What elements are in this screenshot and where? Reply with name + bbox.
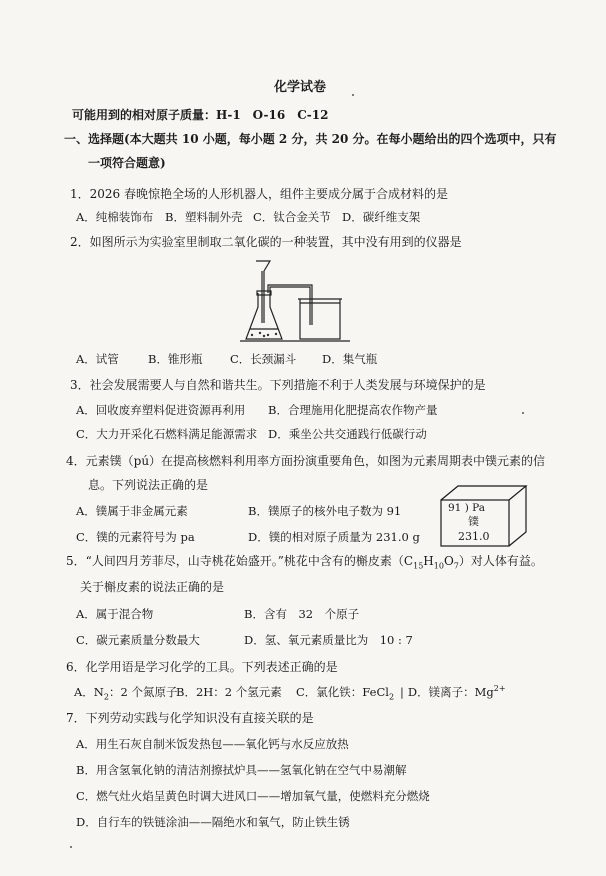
q6-option-b: B．2H：2 个氢元素 (176, 685, 282, 699)
q4-option-c: C．镤的元素符号为 pa (76, 530, 195, 544)
q1-option-a: A．纯棉装饰布 (76, 210, 154, 224)
q4-option-d: D．镤的相对原子质量为 231.0 g (248, 530, 420, 544)
q3-option-c: C．大力开采化石燃料满足能源需求 (76, 427, 258, 441)
element-tile: 91 ) Pa 镤 231.0 (438, 484, 532, 548)
co2-apparatus-figure (238, 255, 354, 345)
q1-option-b: B．塑料制外壳 (165, 210, 243, 224)
q2-option-a: A．试管 (76, 352, 119, 366)
element-mass: 231.0 (458, 530, 490, 543)
q5-option-d: D．氢、氧元素质量比为 10 : 7 (244, 633, 413, 647)
q5-stem: 5．“人间四月芳菲尽，山寺桃花始盛开。”桃花中含有的槲皮素$(C_{15}H_{10}O_7)$对人体有益。 (66, 554, 543, 571)
q2-option-c: C．长颈漏斗 (230, 352, 297, 366)
q5-option-a: A．属于混合物 (76, 607, 154, 621)
q4-stem: 4．元素镤（pú）在提高核燃料利用率方面扮演重要角色，如图为元素周期表中镤元素的信 (66, 454, 546, 468)
q3-option-a: A．回收废弃塑料促进资源再利用 (76, 403, 246, 417)
q5-stem-cont: 关于槲皮素的说法正确的是 (80, 580, 225, 594)
quercetin-formula: $C_{15}H_{10}O_7$ (403, 554, 459, 571)
q2-option-d: D．集气瓶 (322, 352, 378, 366)
q4-stem-cont: 息。下列说法正确的是 (88, 478, 209, 492)
element-atomic-number: 91 (448, 502, 462, 514)
element-symbol: Pa (472, 502, 486, 514)
q6-option-d: | D．镁离子：$Mg^{2+}$ (400, 684, 506, 699)
q7-option-b: B．用含氢氧化钠的清洁剂擦拭炉具——氢氧化钠在空气中易潮解 (76, 763, 407, 777)
q3-stem: 3．社会发展需要人与自然和谐共生。下列措施不利于人类发展与环境保护的是 (70, 378, 486, 392)
q7-option-d: D．自行车的铁链涂油——隔绝水和氧气，防止铁生锈 (76, 815, 350, 829)
q4-option-b: B．镤原子的核外电子数为 91 (248, 504, 402, 518)
q5-option-b: B．含有 32 个原子 (244, 607, 360, 621)
q1-stem: 1．2026 春晚惊艳全场的人形机器人，组件主要成分属于合成材料的是 (70, 187, 448, 201)
q7-option-c: C．燃气灶火焰呈黄色时调大进风口——增加氧气量，使燃料充分燃烧 (76, 789, 430, 803)
q3-option-b: B．合理施用化肥提高农作物产量 (268, 403, 438, 417)
scan-speck (352, 94, 354, 96)
section1-heading: 一、选择题(本大题共 10 小题，每小题 2 分，共 20 分。在每小题给出的四个选项中，只有 (64, 132, 557, 146)
q6-option-a: A．$N_2$：2 个氮原子 (74, 685, 178, 702)
q6-option-c: C．氯化铁：FeCl$_2$ (296, 685, 395, 702)
q7-stem: 7．下列劳动实践与化学知识没有直接关联的是 (66, 711, 314, 725)
scan-speck (70, 846, 72, 848)
q2-option-b: B．锥形瓶 (148, 352, 203, 366)
q1-option-d: D．碳纤维支架 (342, 210, 421, 224)
scan-speck (522, 412, 524, 414)
q7-option-a: A．用生石灰自制米饭发热包——氧化钙与水反应放热 (76, 737, 349, 751)
q3-option-d: D．乘坐公共交通践行低碳行动 (268, 427, 427, 441)
section1-heading-cont: 一项符合题意) (88, 156, 166, 170)
q6-stem: 6．化学用语是学习化学的工具。下列表述正确的是 (66, 660, 338, 674)
atomic-mass-note: 可能用到的相对原子质量：H-1 O-16 C-12 (72, 108, 329, 122)
element-name: 镤 (468, 515, 479, 528)
q5-option-c: C．碳元素质量分数最大 (76, 633, 200, 647)
q2-stem: 2．如图所示为实验室里制取二氧化碳的一种装置，其中没有用到的仪器是 (70, 235, 462, 249)
page-title: 化学试卷 (274, 80, 327, 95)
q4-option-a: A．镤属于非金属元素 (76, 504, 188, 518)
q1-option-c: C．钛合金关节 (253, 210, 331, 224)
